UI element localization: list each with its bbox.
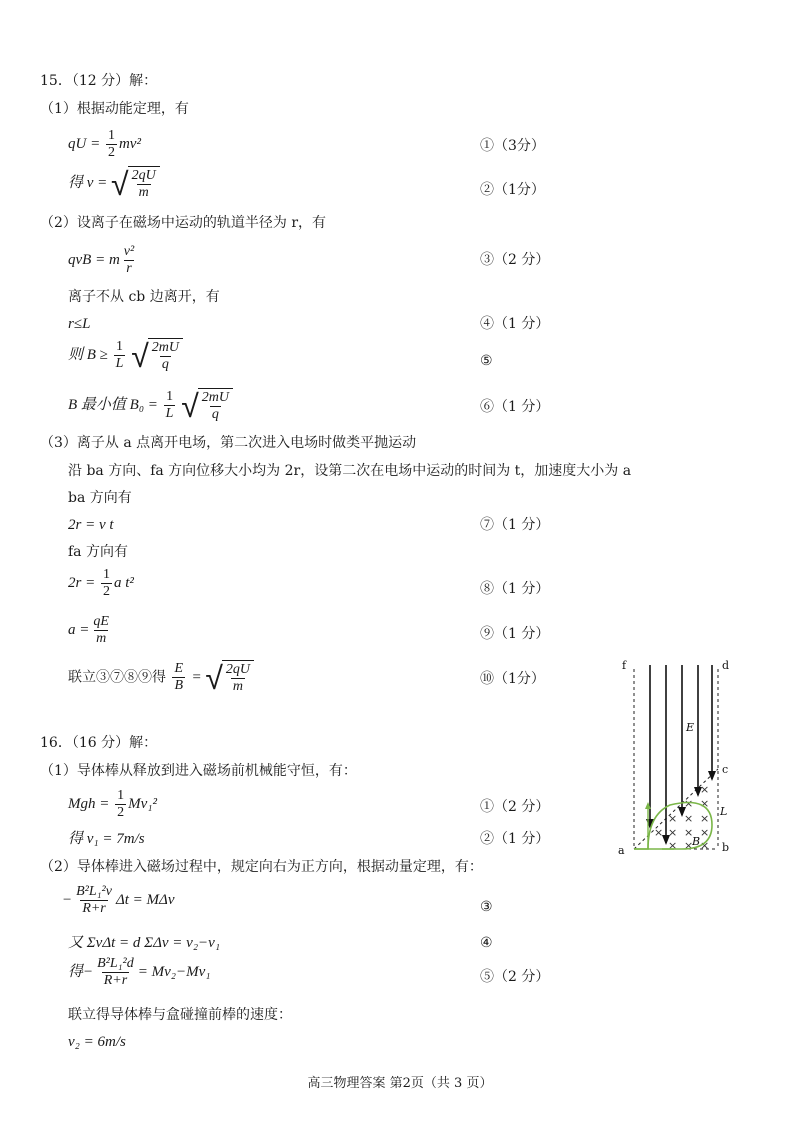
q16-eq4-mark: ④	[480, 935, 493, 951]
label-B: B	[692, 835, 701, 848]
q16-eq6: v₂ = 6m/s	[68, 1034, 126, 1050]
q15-eq7: 2r = v t	[68, 517, 114, 533]
q15-eq2-mark: ②（1分）	[480, 182, 545, 198]
svg-text:×: ×	[700, 783, 710, 796]
q15-eq6: B 最小值 B₀ = $\frac{1}{L}$ √ $\frac{2mU}{q}$	[68, 388, 233, 423]
q15-eq5-mark: ⑤	[480, 353, 493, 369]
q15-note1: 离子不从 cb 边离开，有	[68, 289, 220, 305]
svg-text:×: ×	[700, 812, 710, 825]
q16-part2-title: （2）导体棒进入磁场过程中，规定向右为正方向，根据动量定理，有：	[40, 859, 483, 875]
q15-note2: 沿 ba 方向、fa 方向位移大小均为 2r，设第二次在电场中运动的时间为 t，加速度大小为 a	[68, 463, 632, 479]
q15-part2-title: （2）设离子在磁场中运动的轨道半径为 r，有	[40, 215, 327, 231]
q15-eq4-mark: ④（1 分）	[480, 316, 550, 332]
q16-eq1: Mgh = $\frac{1}{2}$ Mv₁²	[68, 788, 157, 820]
q15-eq10: 联立③⑦⑧⑨得 $\frac{E}{B}$ = √ $\frac{2qU}{m}$	[68, 660, 254, 695]
q15-note4: fa 方向有	[68, 544, 128, 560]
svg-text:×: ×	[684, 826, 694, 839]
q16-header: 16．（16 分）解：	[40, 735, 158, 751]
q15-eq9-mark: ⑨（1 分）	[480, 626, 550, 642]
q16-part1-title: （1）导体棒从释放到进入磁场前机械能守恒，有：	[40, 763, 357, 779]
q16-eq4: 又 ΣvΔt = d ΣΔv = v₂−v₁	[68, 935, 221, 951]
q16-eq3-mark: ③	[480, 899, 493, 915]
label-a: a	[618, 844, 625, 857]
q16-eq2: 得 v₁ = 7m/s	[68, 831, 145, 847]
svg-text:×: ×	[668, 826, 678, 839]
q15-header: 15．（12 分）解：	[40, 73, 158, 89]
svg-text:×: ×	[700, 839, 710, 852]
q15-part3-title: （3）离子从 a 点离开电场，第二次进入电场时做类平抛运动	[40, 435, 417, 451]
q16-eq5: 得− $\frac{\text{B²L₁²d}}{R+r}$ = Mv₂−Mv₁	[68, 956, 211, 988]
field-diagram	[612, 655, 752, 860]
q15-eq4: r≤L	[68, 316, 91, 332]
label-f: f	[622, 659, 627, 672]
q15-eq8-mark: ⑧（1 分）	[480, 581, 550, 597]
q15-eq10-mark: ⑩（1分）	[480, 671, 545, 687]
q15-eq7-mark: ⑦（1 分）	[480, 517, 550, 533]
label-c: c	[722, 763, 729, 776]
q16-eq2-mark: ②（1 分）	[480, 831, 550, 847]
q15-eq8: 2r = $\frac{1}{2}$ a t²	[68, 567, 134, 599]
label-E: E	[686, 721, 695, 734]
label-d: d	[722, 659, 730, 672]
svg-text:×: ×	[684, 797, 694, 810]
q16-note1: 联立得导体棒与盒碰撞前棒的速度：	[68, 1007, 292, 1023]
label-L: L	[720, 805, 728, 818]
q15-eq9: a = $\frac{qE}{m}$	[68, 614, 109, 646]
svg-text:×: ×	[700, 826, 710, 839]
svg-text:×: ×	[684, 839, 694, 852]
q16-eq5-mark: ⑤（2 分）	[480, 969, 550, 985]
q15-note3: ba 方向有	[68, 490, 132, 506]
svg-text:×: ×	[700, 797, 710, 810]
q15-eq1: qU = $\frac{1}{2}$ mv²	[68, 128, 141, 160]
q15-eq1-mark: ①（3分）	[480, 138, 545, 154]
q15-eq2: 得 v = √ $\frac{2qU}{m}$	[68, 166, 160, 201]
q15-eq5: 则 B ≥ $\frac{1}{L}$ √ $\frac{2mU}{q}$	[68, 338, 183, 373]
q15-eq3-mark: ③（2 分）	[480, 252, 550, 268]
q15-eq3: qvB = m $\frac{\text{v²}}{r}$	[68, 244, 135, 276]
q15-eq6-mark: ⑥（1 分）	[480, 399, 550, 415]
q16-eq3: − $\frac{\text{B²L₁²v}}{R+r}$ Δt = MΔv	[62, 884, 175, 916]
q16-eq1-mark: ①（2 分）	[480, 799, 550, 815]
page-footer: 高三物理答案 第2页（共 3 页）	[307, 1076, 493, 1091]
label-b: b	[722, 841, 730, 854]
q15-part1-title: （1）根据动能定理，有	[40, 101, 189, 117]
svg-text:×: ×	[668, 839, 678, 852]
svg-text:×: ×	[654, 826, 664, 839]
svg-text:×: ×	[668, 812, 678, 825]
svg-text:×: ×	[684, 812, 694, 825]
